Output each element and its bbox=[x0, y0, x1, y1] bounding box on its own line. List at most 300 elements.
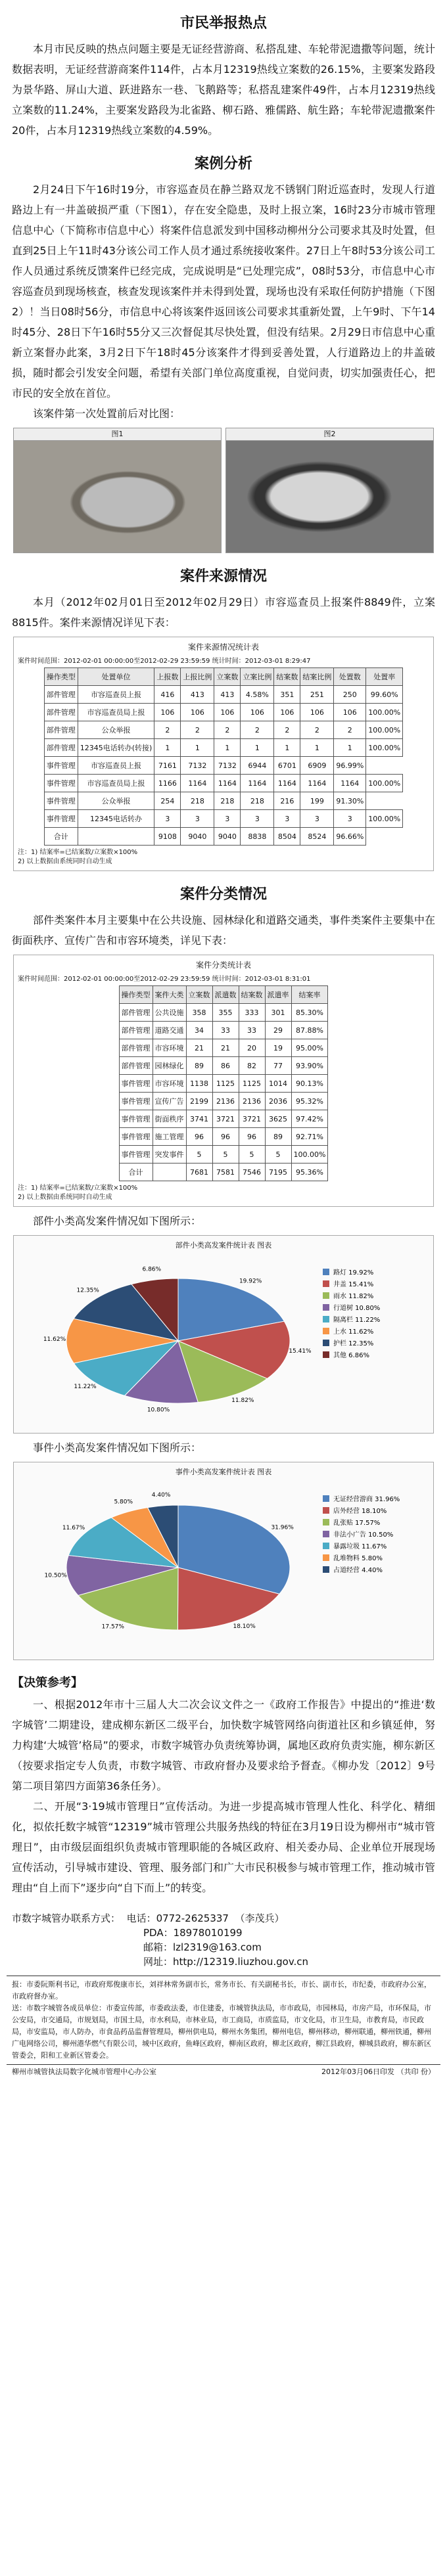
events-chart-intro: 事件小类高发案件情况如下图所示： bbox=[33, 1441, 202, 1454]
table-cell: 2 bbox=[334, 721, 366, 739]
table-cell: 部件管理 bbox=[119, 1004, 153, 1022]
legend-swatch bbox=[323, 1304, 329, 1311]
table-cell: 7546 bbox=[239, 1164, 265, 1181]
column-header: 上报比例 bbox=[181, 668, 214, 686]
manhole-photo-2 bbox=[226, 441, 433, 553]
table-cell: 106 bbox=[154, 704, 181, 721]
figure-2-label: 图2 bbox=[226, 428, 433, 441]
slice-label: 31.96% bbox=[271, 1524, 294, 1531]
figure-2 bbox=[225, 428, 434, 553]
table-cell: 市容巡查员上报 bbox=[78, 757, 154, 775]
table-cell: 96 bbox=[212, 1128, 239, 1146]
table-cell: 89 bbox=[265, 1128, 291, 1146]
case-analysis-title: 案例分析 bbox=[194, 156, 252, 172]
column-header: 结案率 bbox=[291, 986, 328, 1004]
category-table bbox=[119, 985, 329, 1181]
table-cell: 1164 bbox=[241, 775, 274, 792]
table-cell: 333 bbox=[239, 1004, 265, 1022]
legend-swatch bbox=[323, 1292, 329, 1299]
table-cell: 199 bbox=[300, 792, 334, 810]
legend-swatch bbox=[323, 1269, 329, 1275]
table-cell: 1164 bbox=[214, 775, 241, 792]
table-cell: 254 bbox=[154, 792, 181, 810]
table-cell: 部件管理 bbox=[44, 739, 78, 757]
table-cell: 事件管理 bbox=[44, 775, 78, 792]
events-pie-chart bbox=[13, 1462, 434, 1660]
column-header: 结案数 bbox=[239, 986, 265, 1004]
table-cell: 3721 bbox=[239, 1110, 265, 1128]
legend-label: 其他 6.86% bbox=[333, 1352, 369, 1359]
table-cell: 3 bbox=[154, 810, 181, 828]
legend-label: 乱张贴 17.57% bbox=[333, 1520, 381, 1527]
table-row bbox=[44, 792, 402, 810]
legend-swatch bbox=[323, 1507, 329, 1514]
category-table-title: 案件分类统计表 bbox=[195, 960, 251, 970]
table-cell: 事件管理 bbox=[119, 1110, 153, 1128]
table-cell: 5 bbox=[239, 1146, 265, 1164]
table-cell: 3 bbox=[241, 810, 274, 828]
table-cell: 95.32% bbox=[291, 1093, 328, 1110]
table-cell: 96.66% bbox=[334, 828, 366, 846]
pda-label: PDA： bbox=[143, 1927, 174, 1939]
table-cell: 93.90% bbox=[291, 1057, 328, 1075]
web-label: 网址： bbox=[143, 1956, 174, 1968]
table-cell: 7195 bbox=[265, 1164, 291, 1181]
table-cell: 突发事件 bbox=[153, 1146, 186, 1164]
table-cell: 1166 bbox=[154, 775, 181, 792]
category-note-2: 2) 以上数据由系统同时自动生成 bbox=[18, 1194, 112, 1201]
table-cell: 事件管理 bbox=[44, 792, 78, 810]
table-cell: 106 bbox=[274, 704, 300, 721]
table-cell: 事件管理 bbox=[44, 810, 78, 828]
column-header: 处置单位 bbox=[78, 668, 154, 686]
table-row bbox=[119, 1039, 328, 1057]
parts-chart-intro: 部件小类高发案件情况如下图所示： bbox=[33, 1215, 202, 1227]
table-header-row bbox=[44, 668, 402, 686]
table-cell: 9040 bbox=[181, 828, 214, 846]
table-cell: 2 bbox=[274, 721, 300, 739]
table-cell: 218 bbox=[241, 792, 274, 810]
table-cell: 33 bbox=[239, 1022, 265, 1039]
table-cell: 95.00% bbox=[291, 1039, 328, 1057]
legend-swatch bbox=[323, 1554, 329, 1561]
table-cell: 100.00% bbox=[366, 704, 403, 721]
table-row bbox=[44, 721, 402, 739]
legend-swatch bbox=[323, 1566, 329, 1573]
slice-label: 11.67% bbox=[62, 1524, 85, 1531]
table-row bbox=[44, 704, 402, 721]
source-title: 案件来源情况 bbox=[179, 568, 267, 585]
source-table-wrap bbox=[13, 637, 434, 871]
table-row bbox=[119, 1164, 328, 1181]
legend-swatch bbox=[323, 1328, 329, 1334]
legend-swatch bbox=[323, 1495, 329, 1502]
table-cell: 8838 bbox=[241, 828, 274, 846]
table-cell: 99.60% bbox=[366, 686, 403, 704]
table-cell: 19 bbox=[265, 1039, 291, 1057]
table-cell: 416 bbox=[154, 686, 181, 704]
manhole-photo-1 bbox=[14, 441, 221, 553]
legend-label: 护栏 12.35% bbox=[333, 1340, 374, 1347]
table-cell: 250 bbox=[334, 686, 366, 704]
source-paragraph: 本月（2012年02月01日至2012年02月29日）市容巡查员上报案件8849件，立案8815件。案件来源情况详见下表： bbox=[12, 596, 435, 629]
table-cell: 91.30% bbox=[334, 792, 366, 810]
table-cell: 100.00% bbox=[366, 739, 403, 757]
table-cell: 106 bbox=[241, 704, 274, 721]
table-header-row bbox=[119, 986, 328, 1004]
contact-org: 市数字城管办联系方式： bbox=[12, 1912, 121, 1924]
table-cell: 3 bbox=[300, 810, 334, 828]
table-cell: 街面秩序 bbox=[153, 1110, 186, 1128]
table-cell: 事件管理 bbox=[119, 1146, 153, 1164]
column-header: 派遣率 bbox=[265, 986, 291, 1004]
table-cell: 合计 bbox=[44, 828, 78, 846]
decision-paragraph-2: 二、开展“3·19城市管理日”宣传活动。为进一步提高城市管理人性化、科学化、精细化，拟依托数字城管“12319”城市管理公共服务热线的特征在3月19日设为柳州市“城市管理日”，由市级层面组织负责城市管理职能的各城区政府、相关委办局、企业单位开展现场宣传活动，引导城市建设、管理、服务部门和广大市民积极参与城市管理工作，推动城市管理由“自上而下”逐步向“自下而上”的转变。 bbox=[12, 1800, 435, 1894]
legend-swatch bbox=[323, 1340, 329, 1346]
table-cell: 2 bbox=[241, 721, 274, 739]
parts-pie-svg bbox=[14, 1236, 435, 1433]
legend-swatch bbox=[323, 1316, 329, 1322]
legend-swatch bbox=[323, 1531, 329, 1537]
slice-label: 10.50% bbox=[44, 1572, 67, 1579]
table-row bbox=[119, 1004, 328, 1022]
table-cell: 12345电话转办(转接) bbox=[78, 739, 154, 757]
legend-label: 上水 11.62% bbox=[333, 1328, 374, 1336]
table-cell: 20 bbox=[239, 1039, 265, 1057]
table-cell: 部件管理 bbox=[119, 1022, 153, 1039]
category-table-notes bbox=[18, 1184, 429, 1202]
slice-label: 12.35% bbox=[76, 1287, 99, 1294]
table-cell: 355 bbox=[212, 1004, 239, 1022]
table-cell: 7161 bbox=[154, 757, 181, 775]
table-cell: 106 bbox=[334, 704, 366, 721]
events-chart-title: 事件小类高发案件统计表 图表 bbox=[175, 1468, 272, 1476]
copy-to: 送：市数字城管各成员单位：市委宣传部，市委政法委，市住建委，市城管执法局，市市政局，市园林局，市房产局，市环保局，市公安局，市交通局，市规划局，市国土局，市水利局，市林业局，市工商局，市质监局，市文化局，市卫生局，市教育局，市民政局，市安监局，市人防办，市食品药品监督管理局，柳州供电局，柳州水务集团，柳州电信，柳州移动，柳州联通，柳州铁通，柳州广电网络公司，柳州港华燃气有限公司，城中区政府，鱼峰区政府，柳南区政府，柳北区政府，柳江县政府，柳城县政府，柳东新区管委会，阳和工业新区管委会。 bbox=[12, 2004, 431, 2060]
table-cell: 413 bbox=[181, 686, 214, 704]
table-cell: 87.88% bbox=[291, 1022, 328, 1039]
slice-label: 18.10% bbox=[233, 1623, 256, 1631]
table-cell: 96.99% bbox=[334, 757, 366, 775]
table-cell: 宣传广告 bbox=[153, 1093, 186, 1110]
table-cell: 1 bbox=[181, 739, 214, 757]
table-cell: 6701 bbox=[274, 757, 300, 775]
parts-pie-chart bbox=[13, 1235, 434, 1434]
table-row bbox=[44, 775, 402, 792]
table-cell: 合计 bbox=[119, 1164, 153, 1181]
legend-swatch bbox=[323, 1280, 329, 1287]
table-row bbox=[119, 1110, 328, 1128]
slice-label: 11.82% bbox=[231, 1397, 254, 1404]
table-cell: 1138 bbox=[186, 1075, 212, 1093]
table-cell: 1 bbox=[300, 739, 334, 757]
issuer: 柳州市城管执法局数字化城市管理中心办公室 bbox=[12, 2068, 156, 2076]
table-cell: 413 bbox=[214, 686, 241, 704]
slice-label: 15.41% bbox=[289, 1347, 312, 1355]
table-cell: 部件管理 bbox=[44, 721, 78, 739]
table-cell: 100.00% bbox=[366, 775, 403, 792]
contact-person: （李茂兵） bbox=[235, 1912, 285, 1924]
table-cell: 86 bbox=[212, 1057, 239, 1075]
table-cell: 100.00% bbox=[291, 1146, 328, 1164]
legend-swatch bbox=[323, 1519, 329, 1525]
table-cell: 3721 bbox=[212, 1110, 239, 1128]
slice-label: 4.40% bbox=[151, 1492, 171, 1499]
source-table-notes bbox=[18, 848, 429, 867]
legend-label: 非法小广告 10.50% bbox=[333, 1531, 394, 1539]
table-cell: 9108 bbox=[154, 828, 181, 846]
column-header: 操作类型 bbox=[44, 668, 78, 686]
case-analysis-paragraph: 2月24日下午16时19分，市容巡查员在静兰路双龙不锈钢门附近巡查时，发现人行道路边上有一井盖破损严重（下图1），存在安全隐患，及时上报立案，16时23分市城市管理信息中心（下简称市信息中心）将案件信息派发到中国移动柳州分公司要求其及时处置，但直到25日上午11时43分该公司工作人员才通过系统接收案件。27日上午8时53分该公司工作人员通过系统反馈案件已经完成，完成说明是“已处理完成”，08时53分，市信息中心市容巡查员到现场核查，核查发现该案件并未得到处置，现场也没有采取任何防护措施（下图2）！当日08时56分，市信息中心将该案件返回该公司要求其重新处置，上午9时、下午14时45分、28日下午16时55分又三次督促其尽快处置，但没有结果。2月29日市信息中心重新立案督办此案，3月2日下午18时45分该案件才得到妥善处置，人行道路边上的井盖破损，随时都会引发安全问题，希望有关部门单位高度重视，自觉问责，切实加强责任心，把市民的安全放在首位。 bbox=[12, 183, 435, 399]
table-cell: 33 bbox=[212, 1022, 239, 1039]
column-header: 派遣数 bbox=[212, 986, 239, 1004]
legend-label: 雨水 11.82% bbox=[333, 1293, 374, 1300]
table-cell: 1125 bbox=[212, 1075, 239, 1093]
legend-label: 占道经营 4.40% bbox=[333, 1567, 383, 1574]
table-cell: 3741 bbox=[186, 1110, 212, 1128]
category-paragraph: 部件类案件本月主要集中在公共设施、园林绿化和道路交通类，事件类案件主要集中在街面秩序、宣传广告和市容环境类，详见下表： bbox=[12, 914, 435, 947]
contact-row-tel bbox=[12, 1911, 435, 1926]
column-header: 案件大类 bbox=[153, 986, 186, 1004]
slice-label: 11.22% bbox=[74, 1383, 97, 1390]
table-cell: 7681 bbox=[186, 1164, 212, 1181]
table-cell: 公众举报 bbox=[78, 792, 154, 810]
source-table-meta bbox=[18, 655, 429, 665]
source-table bbox=[44, 667, 403, 846]
table-cell: 5 bbox=[186, 1146, 212, 1164]
table-cell: 82 bbox=[239, 1057, 265, 1075]
bulletin-page bbox=[0, 12, 447, 2576]
table-cell: 218 bbox=[214, 792, 241, 810]
email-label: 邮箱： bbox=[143, 1941, 174, 1953]
events-pie-svg bbox=[14, 1462, 435, 1660]
table-cell: 2199 bbox=[186, 1093, 212, 1110]
contact-block bbox=[0, 1911, 447, 1969]
category-table-meta bbox=[18, 973, 429, 983]
slice-label: 19.92% bbox=[239, 1278, 262, 1285]
table-cell: 351 bbox=[274, 686, 300, 704]
table-cell: 12345电话转办 bbox=[78, 810, 154, 828]
legend-label: 井盖 15.41% bbox=[333, 1281, 374, 1288]
slice-label: 10.80% bbox=[147, 1407, 170, 1414]
table-cell: 事件管理 bbox=[44, 757, 78, 775]
column-header: 立案数 bbox=[186, 986, 212, 1004]
table-cell: 92.71% bbox=[291, 1128, 328, 1146]
table-cell: 部件管理 bbox=[119, 1039, 153, 1057]
table-cell: 8504 bbox=[274, 828, 300, 846]
table-cell: 8524 bbox=[300, 828, 334, 846]
table-row bbox=[119, 1093, 328, 1110]
table-cell bbox=[153, 1164, 186, 1181]
table-cell: 34 bbox=[186, 1022, 212, 1039]
hotspot-title: 市民举报热点 bbox=[179, 15, 267, 32]
table-cell: 95.36% bbox=[291, 1164, 328, 1181]
contact-row-email bbox=[12, 1940, 435, 1955]
table-cell: 事件管理 bbox=[119, 1093, 153, 1110]
slice-label: 5.80% bbox=[114, 1499, 133, 1506]
table-cell: 3 bbox=[334, 810, 366, 828]
table-cell: 3 bbox=[214, 810, 241, 828]
table-cell: 1164 bbox=[274, 775, 300, 792]
table-cell: 21 bbox=[212, 1039, 239, 1057]
email-value[interactable]: lzl2319@163.com bbox=[173, 1941, 262, 1953]
table-cell: 3 bbox=[274, 810, 300, 828]
table-cell: 106 bbox=[181, 704, 214, 721]
contact-row-web bbox=[12, 1955, 435, 1969]
table-cell: 5 bbox=[212, 1146, 239, 1164]
category-table-range: 案件时间范围：2012-02-01 00:00:00至2012-02-29 23:59:59 统计时间：2012-03-01 8:31:01 bbox=[18, 976, 311, 983]
table-cell: 1 bbox=[241, 739, 274, 757]
table-cell: 2 bbox=[154, 721, 181, 739]
table-cell: 市容巡查员局上报 bbox=[78, 704, 154, 721]
table-cell: 89 bbox=[186, 1057, 212, 1075]
table-cell: 1 bbox=[334, 739, 366, 757]
legend-label: 路灯 19.92% bbox=[333, 1269, 374, 1277]
table-cell: 事件管理 bbox=[119, 1128, 153, 1146]
table-cell: 3 bbox=[181, 810, 214, 828]
legend-label: 隔离栏 11.22% bbox=[333, 1317, 381, 1324]
legend-swatch bbox=[323, 1543, 329, 1549]
print-count: （共印 份） bbox=[396, 2068, 435, 2076]
legend-swatch bbox=[323, 1351, 329, 1358]
issue-date-text: 2012年03月06日印发 bbox=[321, 2068, 394, 2076]
table-cell: 市容巡查员上报 bbox=[78, 686, 154, 704]
table-cell: 216 bbox=[274, 792, 300, 810]
table-cell: 251 bbox=[300, 686, 334, 704]
table-cell: 3625 bbox=[265, 1110, 291, 1128]
table-row bbox=[44, 828, 402, 846]
category-title: 案件分类情况 bbox=[179, 886, 267, 903]
table-cell: 7581 bbox=[212, 1164, 239, 1181]
tel-value: 0772-2625337 bbox=[156, 1912, 229, 1924]
parts-chart-title: 部件小类高发案件统计表 图表 bbox=[175, 1241, 272, 1250]
table-cell: 106 bbox=[214, 704, 241, 721]
table-row bbox=[44, 739, 402, 757]
report-to: 报：市委阮斯利书记，市政府郑俊康市长，刘祥林常务副市长，常务市长、有关副秘书长，市长、副市长，市纪委，市政府办公室，市政府督办室。 bbox=[12, 1980, 431, 2000]
table-cell: 部件管理 bbox=[119, 1057, 153, 1075]
table-cell: 市容环境 bbox=[153, 1075, 186, 1093]
table-cell: 7132 bbox=[181, 757, 214, 775]
issue-line bbox=[7, 2064, 440, 2078]
table-cell: 301 bbox=[265, 1004, 291, 1022]
source-table-title: 案件来源情况统计表 bbox=[187, 643, 259, 652]
contact-row-pda bbox=[12, 1926, 435, 1940]
table-row bbox=[119, 1057, 328, 1075]
table-row bbox=[119, 1128, 328, 1146]
table-cell: 9040 bbox=[214, 828, 241, 846]
slice-label: 17.57% bbox=[101, 1623, 124, 1631]
table-cell: 96 bbox=[239, 1128, 265, 1146]
legend-label: 行道树 10.80% bbox=[333, 1305, 381, 1312]
table-row bbox=[44, 810, 402, 828]
table-row bbox=[119, 1146, 328, 1164]
table-cell: 97.42% bbox=[291, 1110, 328, 1128]
table-cell: 施工管理 bbox=[153, 1128, 186, 1146]
decision-paragraph-1: 一、根据2012年市十三届人大二次会议文件之一《政府工作报告》中提出的“推进‘数字城管’二期建设，建成柳东新区二级平台，加快数字城管网络向街道社区和乡镇延伸，努力构建‘大城管’格局”的要求，市数字城管办负责统筹协调，属地区政府负责实施，柳东新区（按要求指定专人负责，市数字城管、市政府督办及要求给予督查。《柳办发〔2012〕9号第二项目第四方面第36条任务）。 bbox=[12, 1698, 435, 1792]
column-header: 处置数 bbox=[334, 668, 366, 686]
table-cell: 市容巡查员局上报 bbox=[78, 775, 154, 792]
table-row bbox=[44, 686, 402, 704]
hotspot-paragraph: 本月市民反映的热点问题主要是无证经营游商、私搭乱建、车轮带泥遗撒等问题，统计数据表明，无证经营游商案件114件，占本月12319热线立案数的26.15%，主要案发路段为景华路、屏山大道、跃进路东一巷、飞鹅路等；私搭乱建案件49件，占本月12319热线立案数的11.24%，主要案发路段为北雀路、柳石路、雅儒路、航生路；车轮带泥遗撒案件20件，占本月12319热线立案数的4.59%。 bbox=[12, 43, 435, 137]
issue-date bbox=[321, 2066, 435, 2077]
table-cell: 1164 bbox=[300, 775, 334, 792]
source-table-range: 案件时间范围：2012-02-01 00:00:00至2012-02-29 23:59:59 统计时间：2012-03-01 8:29:47 bbox=[18, 658, 311, 665]
table-cell: 1164 bbox=[334, 775, 366, 792]
column-header: 处置率 bbox=[366, 668, 403, 686]
legend-label: 无证经营游商 31.96% bbox=[333, 1496, 400, 1503]
table-cell: 4.58% bbox=[241, 686, 274, 704]
slice-label: 6.86% bbox=[142, 1266, 162, 1273]
legend-label: 店外经营 18.10% bbox=[333, 1508, 387, 1515]
column-header: 结案比例 bbox=[300, 668, 334, 686]
table-cell: 2 bbox=[214, 721, 241, 739]
table-cell: 公共设施 bbox=[153, 1004, 186, 1022]
table-cell: 2 bbox=[300, 721, 334, 739]
column-header: 操作类型 bbox=[119, 986, 153, 1004]
table-cell: 事件管理 bbox=[119, 1075, 153, 1093]
comparison-figures bbox=[13, 428, 434, 553]
distribution-footer bbox=[7, 1976, 440, 2064]
source-note-2: 2) 以上数据由系统同时自动生成 bbox=[18, 858, 112, 865]
table-cell: 85.30% bbox=[291, 1004, 328, 1022]
table-cell: 2 bbox=[181, 721, 214, 739]
table-cell: 77 bbox=[265, 1057, 291, 1075]
table-cell: 部件管理 bbox=[44, 704, 78, 721]
table-cell: 1 bbox=[274, 739, 300, 757]
table-cell: 2036 bbox=[265, 1093, 291, 1110]
table-cell: 5 bbox=[265, 1146, 291, 1164]
table-cell: 1014 bbox=[265, 1075, 291, 1093]
source-note-1: 注：1) 结案率=已结案数/立案数×100% bbox=[18, 849, 138, 856]
web-link[interactable]: http://12319.liuzhou.gov.cn bbox=[173, 1956, 309, 1968]
table-cell: 358 bbox=[186, 1004, 212, 1022]
table-cell: 29 bbox=[265, 1022, 291, 1039]
table-cell: 96 bbox=[186, 1128, 212, 1146]
column-header: 上报数 bbox=[154, 668, 181, 686]
table-cell: 100.00% bbox=[366, 721, 403, 739]
table-cell: 106 bbox=[300, 704, 334, 721]
table-cell: 2136 bbox=[239, 1093, 265, 1110]
table-row bbox=[119, 1022, 328, 1039]
column-header: 立案比例 bbox=[241, 668, 274, 686]
tel-label: 电话： bbox=[126, 1912, 156, 1924]
table-cell: 道路交通 bbox=[153, 1022, 186, 1039]
table-cell: 1125 bbox=[239, 1075, 265, 1093]
table-cell: 100.00% bbox=[366, 810, 403, 828]
table-cell: 6909 bbox=[300, 757, 334, 775]
table-row bbox=[44, 757, 402, 775]
slice-label: 11.62% bbox=[43, 1336, 66, 1344]
table-cell: 公众举报 bbox=[78, 721, 154, 739]
table-cell: 1164 bbox=[181, 775, 214, 792]
table-cell bbox=[78, 828, 154, 846]
category-note-1: 注：1) 结案率=已结案数/立案数×100% bbox=[18, 1185, 138, 1192]
table-cell: 2136 bbox=[212, 1093, 239, 1110]
table-cell: 园林绿化 bbox=[153, 1057, 186, 1075]
decision-title: 【决策参考】 bbox=[12, 1676, 83, 1690]
pda-value: 18978010199 bbox=[173, 1927, 243, 1939]
table-cell: 21 bbox=[186, 1039, 212, 1057]
legend-label: 暴露垃圾 11.67% bbox=[333, 1543, 387, 1550]
table-cell: 部件管理 bbox=[44, 686, 78, 704]
table-cell: 1 bbox=[154, 739, 181, 757]
table-cell: 1 bbox=[214, 739, 241, 757]
category-table-wrap bbox=[13, 955, 434, 1207]
table-cell: 6944 bbox=[241, 757, 274, 775]
table-cell: 218 bbox=[181, 792, 214, 810]
table-row bbox=[119, 1075, 328, 1093]
figure-intro: 该案件第一次处置前后对比图： bbox=[33, 407, 181, 420]
table-cell: 90.13% bbox=[291, 1075, 328, 1093]
